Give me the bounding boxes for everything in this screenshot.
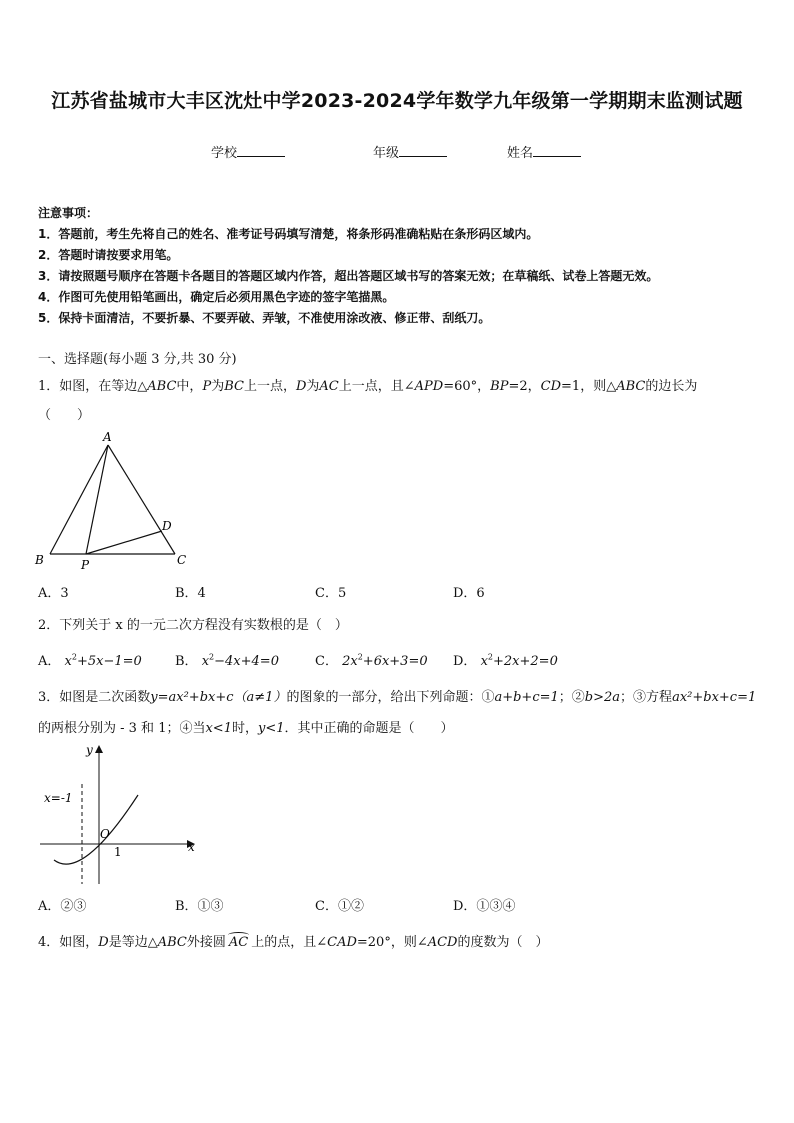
option-letter: D． — [453, 654, 477, 669]
q1-var: P — [202, 379, 212, 394]
label-p: P — [81, 558, 90, 572]
q3-option-c: C．①② — [315, 899, 364, 914]
q1-text: =2， — [508, 379, 541, 394]
q1-option-b: B．4 — [175, 586, 206, 601]
equation-term: +6x+3=0 — [362, 654, 428, 669]
equation-term: x — [480, 654, 488, 669]
q3-formula: ax²+bx+c=1 — [672, 690, 757, 705]
label-x: x — [188, 840, 195, 854]
notes-item: 3．请按照题号顺序在答题卡各题目的答题区域内作答，超出答题区域书写的答案无效；在草稿纸、试卷上答题无效。 — [38, 269, 659, 283]
notes-heading: 注意事项： — [38, 206, 99, 220]
q3-text: 3．如图是二次函数 — [38, 690, 151, 705]
q2-option-a — [38, 650, 142, 669]
q1-number: 1． — [38, 379, 60, 394]
school-field — [211, 142, 285, 161]
grade-blank — [399, 144, 447, 157]
q2-option-b — [175, 650, 279, 669]
notes-item: 5．保持卡面清洁，不要折暴、不要弄破、弄皱，不准使用涂改液、修正带、刮纸刀。 — [38, 311, 491, 325]
q4-var: AC — [228, 935, 249, 950]
q4-var: ACD — [427, 935, 458, 950]
q1-option-c: C．5 — [315, 586, 347, 601]
exponent: 2 — [209, 652, 215, 662]
arc-mark — [228, 932, 249, 938]
q1-option-a: A．3 — [38, 586, 69, 601]
q1-var: APD — [414, 379, 444, 394]
option-letter: A． — [38, 654, 61, 669]
q4-text: 是等边△ — [108, 935, 158, 950]
q3-option-a: A．②③ — [38, 899, 87, 914]
q1-var: AC — [319, 379, 339, 394]
q3-text: ；② — [558, 690, 585, 705]
q1-var: BC — [224, 379, 244, 394]
label-y: y — [86, 743, 93, 757]
q3-formula: y<1 — [257, 721, 285, 736]
q4-var: CAD — [327, 935, 357, 950]
equation-term: 2x — [342, 654, 358, 669]
exponent: 2 — [71, 652, 77, 662]
q3-text: ．其中正确的命题是（ ） — [284, 721, 454, 736]
q1-var: CD — [540, 379, 562, 394]
label-symmetry-axis: x=-1 — [44, 791, 73, 805]
school-label: 学校 — [211, 146, 238, 161]
q2-option-c — [315, 650, 428, 669]
q1-var: ABC — [616, 379, 646, 394]
label-a: A — [103, 430, 112, 444]
q4-text: 的度数为（ ） — [457, 935, 549, 950]
q3-option-d: D．①③④ — [453, 899, 516, 914]
q1-option-d: D．6 — [453, 586, 485, 601]
q3-formula: a+b+c=1 — [494, 690, 559, 705]
q3-formula: b>2a — [584, 690, 621, 705]
q3-text: 的两根分别为 - 3 和 1；④当 — [38, 721, 206, 736]
exponent: 2 — [357, 652, 363, 662]
question-1-text — [38, 375, 697, 394]
question-3-line-2 — [38, 717, 454, 736]
q3-text: 的图象的一部分，给出下列命题：① — [286, 690, 495, 705]
q2-option-d — [453, 650, 558, 669]
q4-text: 上的点，且∠ — [251, 935, 328, 950]
question-4-text — [38, 931, 549, 950]
q1-var: D — [295, 379, 307, 394]
label-origin: O — [100, 827, 110, 841]
triangle-figure — [30, 428, 200, 573]
name-blank — [533, 144, 581, 157]
label-d: D — [162, 519, 172, 533]
segment-pd — [86, 531, 162, 554]
equation-term: x — [64, 654, 72, 669]
q3-formula: y=ax²+bx+c（a≠1） — [150, 690, 287, 705]
label-c: C — [177, 553, 187, 567]
q3-text: ；③方程 — [620, 690, 673, 705]
name-field — [507, 142, 581, 161]
notes-item: 2．答题时请按要求用笔。 — [38, 248, 179, 262]
q4-text: 4．如图， — [38, 935, 99, 950]
q1-text: =60°， — [443, 379, 491, 394]
exponent: 2 — [487, 652, 494, 662]
edge-ab — [50, 445, 108, 554]
grade-field — [373, 142, 447, 161]
q3-option-b: B．①③ — [175, 899, 224, 914]
q1-text: 为 — [306, 379, 320, 394]
q1-text: 上一点， — [243, 379, 296, 394]
q1-text: 的边长为 — [645, 379, 698, 394]
q1-text: 中， — [176, 379, 203, 394]
q4-text: 外接圆 — [186, 935, 226, 950]
q3-text: 时， — [231, 721, 258, 736]
q1-text: 如图，在等边△ — [59, 379, 148, 394]
q1-text: 为 — [211, 379, 225, 394]
label-one: 1 — [114, 845, 122, 859]
grade-label: 年级 — [373, 146, 400, 161]
arc-notation — [226, 935, 251, 950]
option-letter: B． — [175, 654, 198, 669]
q3-formula: x<1 — [205, 721, 232, 736]
notes-item: 4．作图可先使用铅笔画出，确定后必须用黑色字迹的签字笔描黑。 — [38, 290, 395, 304]
q4-text: =20°，则∠ — [356, 935, 428, 950]
q1-text: =1，则△ — [561, 379, 617, 394]
q4-var: D — [98, 935, 109, 950]
equation-term: +2x+2=0 — [493, 654, 558, 669]
equation-term: +5x−1=0 — [76, 654, 142, 669]
page-title: 江苏省盐城市大丰区沈灶中学2023-2024学年数学九年级第一学期期末监测试题 — [51, 90, 743, 112]
segment-ap — [86, 445, 108, 554]
q1-var: ABC — [147, 379, 177, 394]
option-letter: C． — [315, 654, 338, 669]
notes — [38, 203, 658, 329]
equation-term: x — [201, 654, 210, 669]
question-3-line-1 — [38, 686, 756, 705]
label-b: B — [35, 553, 44, 567]
q1-paren: （ ） — [38, 408, 91, 423]
q4-var: ABC — [157, 935, 187, 950]
q1-text: 上一点，且∠ — [338, 379, 415, 394]
question-2-text: 2．下列关于 x 的一元二次方程没有实数根的是（ ） — [38, 618, 348, 633]
section-heading: 一、选择题(每小题 3 分,共 30 分) — [38, 352, 237, 367]
parabola-curve — [54, 795, 138, 864]
school-blank — [237, 144, 285, 157]
notes-item: 1．答题前，考生先将自己的姓名、准考证号码填写清楚，将条形码准确粘贴在条形码区域内。 — [38, 227, 539, 241]
q1-var: BP — [490, 379, 509, 394]
parabola-figure — [36, 738, 206, 888]
name-label: 姓名 — [507, 146, 534, 161]
equation-term: −4x+4=0 — [214, 654, 279, 669]
